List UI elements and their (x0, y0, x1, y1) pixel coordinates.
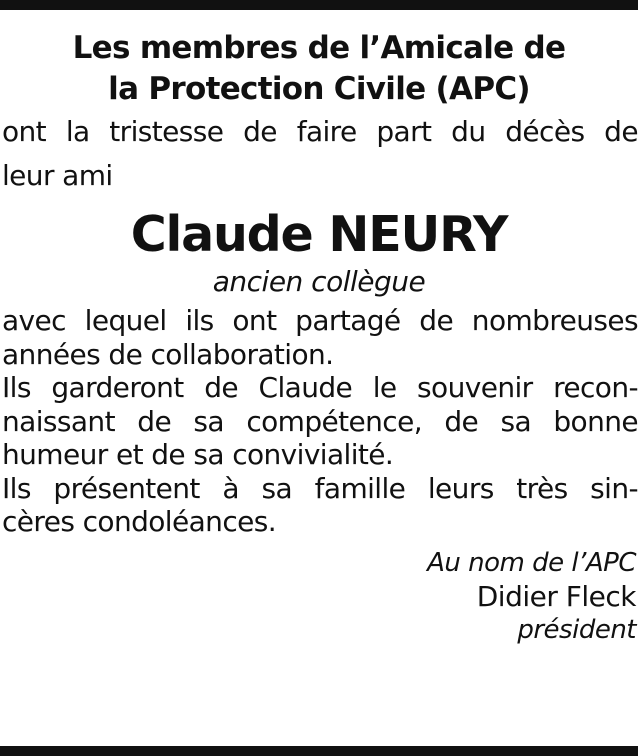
top-border-rule (0, 0, 638, 10)
body-line: Ils garderont de Claude le souvenir recon- (2, 371, 638, 404)
signature-on-behalf: Au nom de l’APC (427, 547, 636, 578)
signature-block (0, 547, 638, 647)
body-line: années de collaboration. (2, 337, 334, 371)
heading-line-2: la Protection Civile (APC) (108, 71, 530, 107)
intro-line-1: ont la tristesse de faire part du décès de (2, 115, 638, 148)
intro-text (0, 110, 638, 198)
body-line: Ils présentent à sa famille leurs très sin- (2, 471, 638, 505)
notice-heading (0, 28, 638, 110)
body-line: avec lequel ils ont partagé de nombreuses (2, 304, 638, 337)
body-line: humeur et de sa convivialité. (2, 438, 394, 471)
body-line: naissant de sa compétence, de sa bonne (2, 404, 638, 438)
deceased-name: Claude NEURY (130, 206, 508, 263)
signature-name: Didier Fleck (476, 579, 636, 613)
deceased-role: ancien collègue (212, 265, 426, 298)
body-line: cères condoléances. (2, 505, 277, 538)
heading-line-1: Les membres de l’Amicale de (72, 30, 566, 66)
bottom-border-rule (0, 746, 638, 756)
intro-line-2: leur ami (2, 159, 113, 192)
signature-title: président (517, 614, 636, 645)
obituary-notice (0, 28, 638, 647)
notice-body (0, 304, 638, 539)
